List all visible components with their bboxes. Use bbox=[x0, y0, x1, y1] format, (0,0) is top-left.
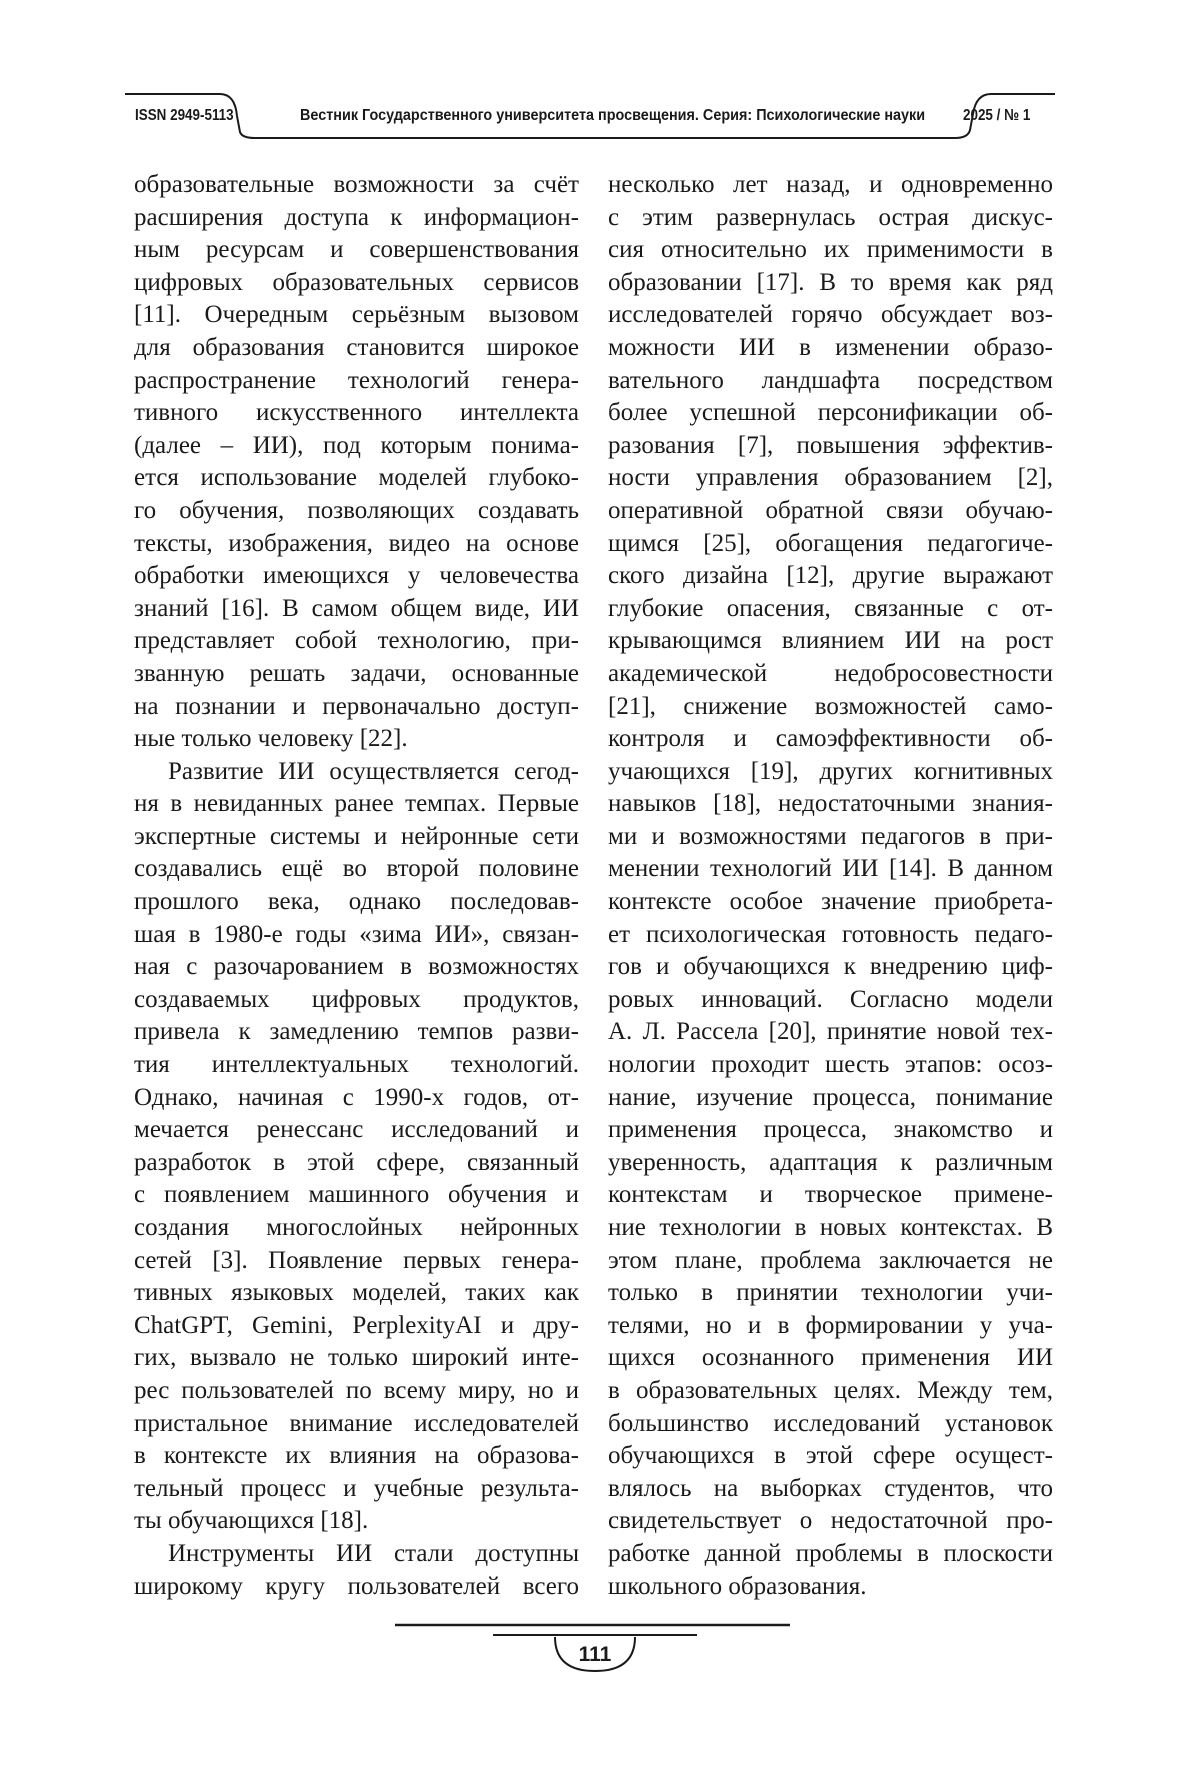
text-line: привела к замедлению темпов разви- bbox=[134, 1018, 579, 1046]
text-line: на познании и первоначально доступ- bbox=[134, 692, 579, 720]
text-line: представляет собой технологию, при- bbox=[134, 627, 579, 655]
text-line: званную решать задачи, основанные bbox=[134, 659, 579, 687]
text-line: знаний [16]. В самом общем виде, ИИ bbox=[134, 594, 579, 622]
text-line: работке данной проблемы в плоскости bbox=[608, 1539, 1053, 1567]
text-line: глубокие опасения, связанные с от- bbox=[608, 594, 1053, 622]
text-line: ности управления образованием [2], bbox=[608, 464, 1053, 492]
text-line: нание, изучение процесса, понимание bbox=[608, 1083, 1053, 1111]
text-line: ровых инноваций. Согласно модели bbox=[608, 985, 1053, 1013]
right-text-column bbox=[608, 169, 1053, 1603]
text-line: для образования становится широкое bbox=[134, 333, 579, 361]
text-line: крывающимся влиянием ИИ на рост bbox=[608, 627, 1053, 655]
text-line: разработок в этой сфере, связанный bbox=[134, 1148, 579, 1176]
text-line: тексты, изображения, видео на основе bbox=[134, 529, 579, 557]
text-line: ты обучающихся [18]. bbox=[134, 1507, 369, 1535]
text-line: контекстам и творческое примене- bbox=[608, 1181, 1053, 1209]
text-line: можности ИИ в изменении образо- bbox=[608, 333, 1053, 361]
text-line: ется использование моделей глубоко- bbox=[134, 464, 579, 492]
text-line: пристальное внимание исследователей bbox=[134, 1409, 579, 1437]
text-line: щимся [25], обогащения педагогиче- bbox=[608, 529, 1053, 557]
text-line: нологии проходит шесть этапов: осоз- bbox=[608, 1051, 1053, 1079]
text-line: ми и возможностями педагогов в при- bbox=[608, 822, 1053, 850]
text-line: влялось на выборках студентов, что bbox=[608, 1474, 1053, 1502]
text-line: ет психологическая готовность педаго- bbox=[608, 920, 1053, 948]
text-line: (далее – ИИ), под которым понима- bbox=[134, 431, 579, 459]
text-line: образовательные возможности за счёт bbox=[134, 171, 579, 198]
text-line: тивного искусственного интеллекта bbox=[134, 399, 579, 427]
text-line: с этим развернулась острая дискус- bbox=[608, 203, 1053, 231]
text-line: несколько лет назад, и одновременно bbox=[608, 171, 1053, 198]
text-line: ные только человеку [22]. bbox=[134, 725, 408, 753]
text-line: создания многослойных нейронных bbox=[134, 1214, 579, 1241]
text-line: сетей [3]. Появление первых генера- bbox=[134, 1246, 579, 1274]
page-number: 111 bbox=[578, 1643, 612, 1666]
text-line: тельный процесс и учебные результа- bbox=[134, 1474, 579, 1502]
text-line: навыков [18], недостаточными знания- bbox=[608, 790, 1053, 818]
text-line: гов и обучающихся к внедрению циф- bbox=[608, 953, 1053, 981]
text-line: создавались ещё во второй половине bbox=[134, 855, 579, 883]
issn-label: ISSN 2949-5113 bbox=[135, 107, 234, 124]
text-line: свидетельствует о недостаточной про- bbox=[608, 1507, 1053, 1535]
text-line: исследователей горячо обсуждает воз- bbox=[608, 301, 1053, 329]
text-line: ние технологии в новых контекстах. В bbox=[608, 1214, 1053, 1241]
text-line: только в принятии технологии учи- bbox=[608, 1279, 1053, 1307]
text-line: шая в 1980-е годы «зима ИИ», связан- bbox=[134, 920, 579, 948]
text-line: ского дизайна [12], другие выражают bbox=[608, 562, 1053, 590]
text-line: [21], снижение возможностей само- bbox=[608, 692, 1053, 720]
text-line: [11]. Очередным серьёзным вызовом bbox=[134, 301, 579, 329]
text-line: гих, вызвало не только широкий инте- bbox=[134, 1344, 579, 1372]
text-line: ня в невиданных ранее темпах. Первые bbox=[134, 790, 579, 818]
text-line: с появлением машинного обучения и bbox=[134, 1181, 579, 1209]
text-line: Развитие ИИ осуществляется сегод- bbox=[168, 757, 579, 785]
text-line: оперативной обратной связи обучаю- bbox=[608, 496, 1053, 524]
text-line: го обучения, позволяющих создавать bbox=[134, 496, 579, 524]
text-line: образовании [17]. В то время как ряд bbox=[608, 268, 1053, 296]
text-line: прошлого века, однако последовав- bbox=[134, 888, 579, 916]
text-line: распространение технологий генера- bbox=[134, 366, 579, 394]
text-line: рес пользователей по всему миру, но и bbox=[134, 1376, 579, 1404]
text-line: школьного образования. bbox=[608, 1572, 867, 1600]
text-line: сия относительно их применимости в bbox=[608, 236, 1053, 264]
text-line: ChatGPT, Gemini, PerplexityAI и дру- bbox=[134, 1311, 579, 1339]
text-line: тивных языковых моделей, таких как bbox=[134, 1279, 579, 1307]
text-line: щихся осознанного применения ИИ bbox=[608, 1344, 1053, 1372]
text-line: телями, но и в формировании у уча- bbox=[608, 1311, 1053, 1339]
issue-label: 2025 / № 1 bbox=[963, 107, 1031, 124]
text-line: ная с разочарованием в возможностях bbox=[134, 953, 579, 981]
text-line: в контексте их влияния на образова- bbox=[134, 1442, 579, 1470]
text-line: более успешной персонификации об- bbox=[608, 399, 1053, 427]
text-line: этом плане, проблема заключается не bbox=[608, 1246, 1053, 1274]
text-line: разования [7], повышения эффектив- bbox=[608, 431, 1053, 459]
text-line: применения процесса, знакомство и bbox=[608, 1116, 1053, 1144]
text-line: Инструменты ИИ стали доступны bbox=[168, 1539, 579, 1567]
text-line: академической недобросовестности bbox=[608, 659, 1053, 687]
text-line: мечается ренессанс исследований и bbox=[134, 1116, 579, 1144]
text-line: расширения доступа к информацион- bbox=[134, 203, 579, 231]
page-footer bbox=[395, 1615, 795, 1675]
running-header bbox=[125, 80, 1055, 140]
text-line: тия интеллектуальных технологий. bbox=[134, 1051, 579, 1079]
text-line: широкому кругу пользователей всего bbox=[134, 1572, 579, 1600]
text-line: А. Л. Рассела [20], принятие новой тех- bbox=[608, 1018, 1053, 1046]
text-line: вательного ландшафта посредством bbox=[608, 366, 1053, 394]
text-line: Однако, начиная с 1990-х годов, от- bbox=[134, 1083, 579, 1111]
left-text-column bbox=[134, 169, 579, 1603]
text-line: цифровых образовательных сервисов bbox=[134, 268, 579, 296]
text-line: учающихся [19], других когнитивных bbox=[608, 757, 1053, 785]
text-line: менении технологий ИИ [14]. В данном bbox=[608, 855, 1053, 883]
text-line: контроля и самоэффективности об- bbox=[608, 725, 1053, 753]
text-line: создаваемых цифровых продуктов, bbox=[134, 985, 579, 1013]
journal-title: Вестник Государственного университета просвещения. Серия: Психологические науки bbox=[300, 107, 926, 124]
text-line: уверенность, адаптация к различным bbox=[608, 1148, 1053, 1176]
text-line: контексте особое значение приобрета- bbox=[608, 888, 1053, 916]
text-line: экспертные системы и нейронные сети bbox=[134, 822, 579, 850]
text-line: обучающихся в этой сфере осущест- bbox=[608, 1442, 1053, 1470]
text-line: обработки имеющихся у человечества bbox=[134, 562, 579, 590]
text-line: ным ресурсам и совершенствования bbox=[134, 236, 579, 264]
text-line: большинство исследований установок bbox=[608, 1409, 1053, 1437]
text-line: в образовательных целях. Между тем, bbox=[608, 1376, 1053, 1404]
